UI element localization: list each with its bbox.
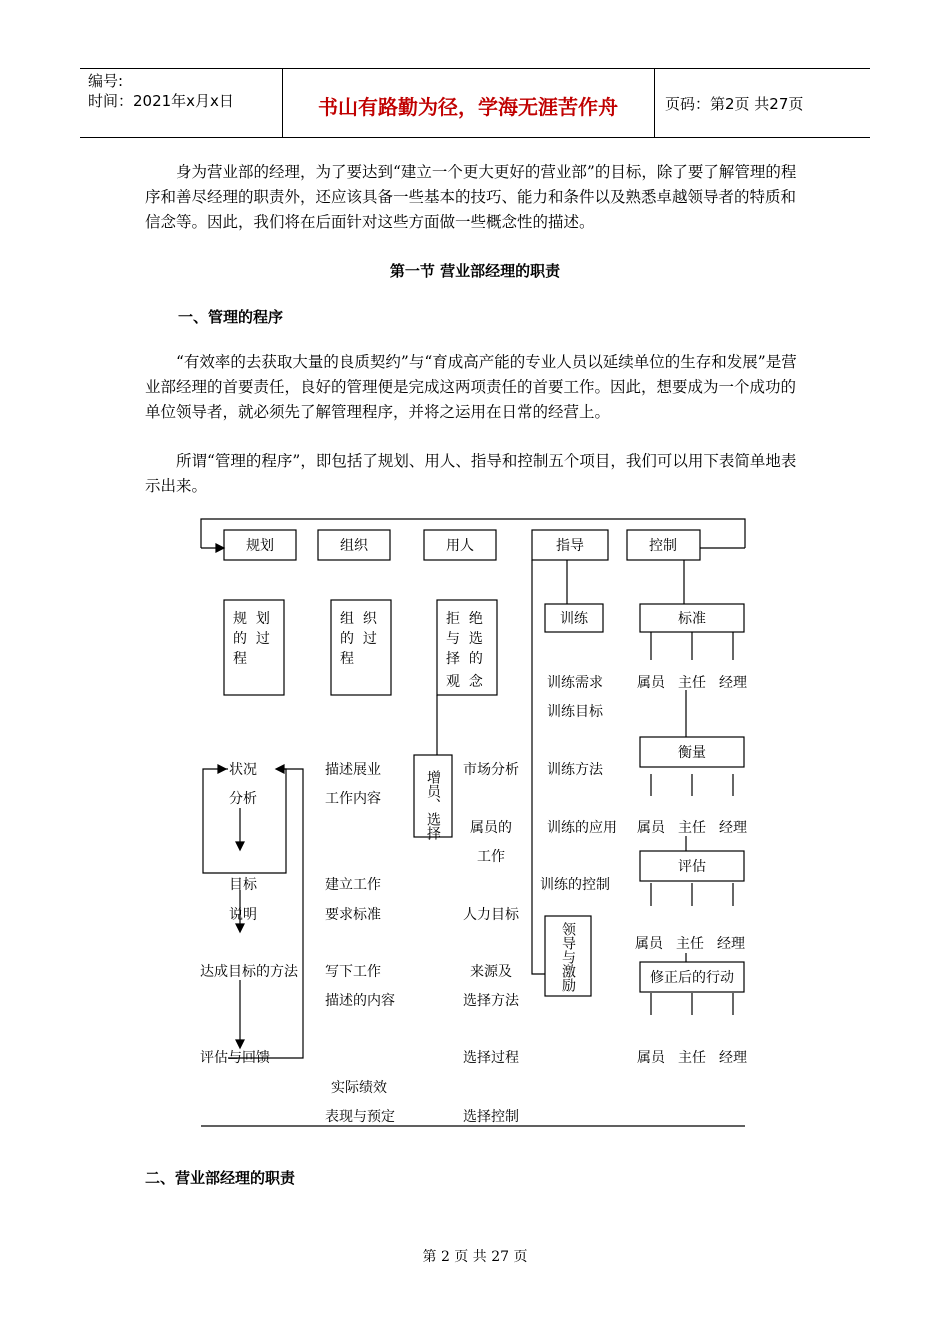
plan-step: 状况 <box>229 762 257 778</box>
box-line: 规 划 <box>233 611 270 627</box>
control-box-label: 修正后的行动 <box>650 970 734 986</box>
role-label: 属员 <box>637 1050 665 1066</box>
recruit-select-label: 增员、选择 <box>425 770 441 840</box>
plan-step: 达成目标的方法 <box>200 964 298 980</box>
box-line: 拒 绝 <box>446 611 483 627</box>
staff-item: 选择过程 <box>463 1050 519 1066</box>
arrow-icon <box>218 765 226 773</box>
plan-step: 说明 <box>229 907 257 923</box>
guide-item: 训练需求 <box>547 675 603 691</box>
role-label: 经理 <box>719 1050 747 1066</box>
paragraph-2: “有效率的去获取大量的良质契约”与“育成高产能的专业人员以延续单位的生存和发展”是营业部经理的首要责任，良好的管理便是完成这两项责任的首要工作。因此，想要成为一个成功的单位领导者，就必须先了解管理程序，并将之运用在日常的经营上。 <box>145 353 797 421</box>
org-item: 建立工作 <box>325 877 381 893</box>
control-box-label: 标准 <box>678 611 706 627</box>
plan-step: 目标 <box>229 877 257 893</box>
top-box-label: 控制 <box>649 538 677 554</box>
role-label: 属员 <box>637 675 665 691</box>
box-line: 程 <box>233 651 247 667</box>
role-label: 经理 <box>717 936 745 952</box>
control-box-label: 衡量 <box>678 745 706 761</box>
subheading-2: 二、营业部经理的职责 <box>145 1169 296 1187</box>
connector-line <box>532 560 545 974</box>
staff-item: 工作 <box>477 849 505 865</box>
arrow-icon <box>236 924 244 932</box>
staff-item: 市场分析 <box>463 762 519 778</box>
org-item: 表现与预定 <box>325 1109 395 1125</box>
training-box-label: 训练 <box>560 611 588 627</box>
guide-item: 训练的控制 <box>540 877 610 893</box>
role-label: 主任 <box>678 1050 706 1066</box>
staff-item: 选择方法 <box>463 993 519 1009</box>
arrow-icon <box>236 842 244 850</box>
box-line: 择 的 <box>446 651 483 667</box>
role-label: 经理 <box>719 675 747 691</box>
org-item: 描述的内容 <box>325 993 395 1009</box>
top-box-label: 组织 <box>340 538 368 554</box>
org-item: 实际绩效 <box>331 1080 387 1096</box>
staff-item: 人力目标 <box>463 907 519 923</box>
box-line: 与 选 <box>446 631 483 647</box>
header-motto: 书山有路勤为径，学海无涯苦作舟 <box>318 95 618 119</box>
box-line: 程 <box>340 651 354 667</box>
guide-item: 训练目标 <box>547 704 603 720</box>
role-label: 主任 <box>678 675 706 691</box>
org-item: 工作内容 <box>325 791 381 807</box>
org-item: 写下工作 <box>325 964 381 980</box>
role-label: 属员 <box>637 820 665 836</box>
arrow-icon <box>276 765 284 773</box>
role-label: 属员 <box>635 936 663 952</box>
plan-step: 评估与回馈 <box>200 1050 270 1066</box>
box-line: 的 过 <box>233 631 270 647</box>
subheading-1: 一、管理的程序 <box>178 308 284 326</box>
control-box-label: 评估 <box>678 859 706 875</box>
plan-loop-line <box>203 769 286 873</box>
guide-item: 训练的应用 <box>547 820 617 836</box>
staff-item: 来源及 <box>470 964 512 980</box>
arrow-icon <box>216 544 224 552</box>
paragraph-3: 所谓“管理的程序”，即包括了规划、用人、指导和控制五个项目，我们可以用下表简单地表示出来。 <box>145 452 797 495</box>
arrow-icon <box>236 1040 244 1048</box>
intro-paragraph: 身为营业部的经理，为了要达到“建立一个更大更好的营业部”的目标，除了要了解管理的程序和善尽经理的职责外，还应该具备一些基本的技巧、能力和条件以及熟悉卓越领导者的特质和信念等。因此，我们将在后面针对这些方面做一些概念性的描述。 <box>145 163 797 231</box>
header-page-info: 页码：第2页 共27页 <box>665 95 804 113</box>
top-box-label: 规划 <box>246 538 274 554</box>
box-line: 的 过 <box>340 631 377 647</box>
section-title: 第一节 营业部经理的职责 <box>389 262 561 280</box>
time-label: 时间：2021年x月x日 <box>88 92 234 110</box>
guide-item: 训练方法 <box>547 762 603 778</box>
org-item: 要求标准 <box>325 907 381 923</box>
role-label: 主任 <box>678 820 706 836</box>
top-box-label: 用人 <box>446 538 474 554</box>
leadership-label: 领导与激励 <box>560 922 576 992</box>
role-label: 经理 <box>719 820 747 836</box>
box-line: 观 念 <box>446 674 483 690</box>
plan-step: 分析 <box>229 791 257 807</box>
box-line: 组 织 <box>340 611 377 627</box>
role-label: 主任 <box>676 936 704 952</box>
staff-item: 属员的 <box>470 820 512 836</box>
number-label: 编号: <box>88 72 124 90</box>
staff-item: 选择控制 <box>463 1109 519 1125</box>
page-footer: 第 2 页 共 27 页 <box>422 1249 528 1265</box>
top-box-label: 指导 <box>556 538 584 554</box>
org-item: 描述展业 <box>325 762 381 778</box>
